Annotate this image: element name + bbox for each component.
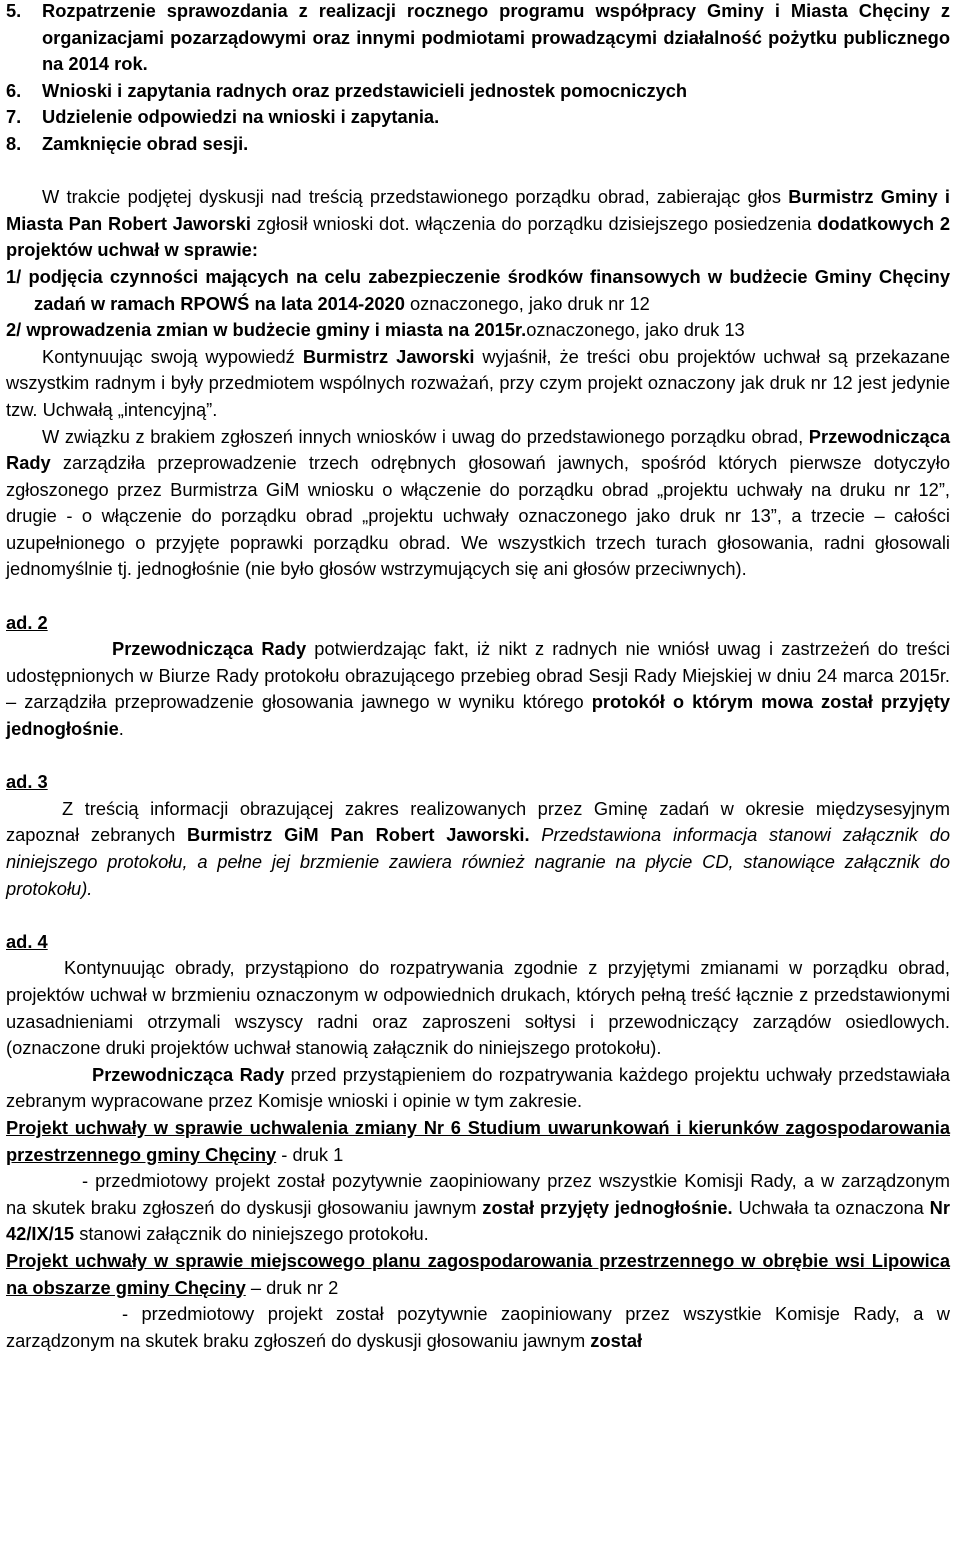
text-run: W trakcie podjętej dyskusji nad treścią przedstawionego porządku obrad, zabierając głos — [42, 186, 789, 208]
agenda-item-number: 7. — [6, 106, 22, 128]
agenda-item-text: Rozpatrzenie sprawozdania z realizacji rocznego programu współpracy Gminy i Miasta Chęciny z organizacjami pozarządowymi oraz innymi podmiotami prowadzącymi działalność pożytku publicznego na 2014 rok. — [42, 0, 950, 75]
emphasis-text: został — [590, 1329, 643, 1351]
ad4-paragraph-2 — [6, 1062, 950, 1115]
proposal-item — [6, 264, 950, 317]
resolution-title: Projekt uchwały w sprawie uchwalenia zmiany Nr 6 Studium uwarunkowań i kierunków zagospodarowania przestrzennego gminy Chęciny — [6, 1116, 950, 1165]
agenda-item-number: 8. — [6, 132, 22, 154]
agenda-item-text: Udzielenie odpowiedzi na wnioski i zapytania. — [42, 106, 440, 128]
proposal-label: oznaczonego, jako druk 13 — [526, 319, 745, 341]
voting-paragraph — [6, 424, 950, 584]
ad2-paragraph — [6, 636, 950, 742]
agenda-item — [6, 0, 950, 78]
agenda-item-number: 5. — [6, 0, 22, 21]
ad4-paragraph-1: Kontynuując obrady, przystąpiono do rozpatrywania zgodnie z przyjętymi zmianami w porządku obrad, projektów uchwał w brzmieniu oznaczonym w odpowiednich drukach, których pełną treść łącznie z przedstawionymi uzasadnieniami otrzymali wszyscy radni oraz zaproszeni sołtysi i przewodniczący zarządów osiedlowych. (oznaczone druki projektów uchwał stanowią załącznik do niniejszego protokołu). — [6, 957, 950, 1059]
agenda-item-text: Wnioski i zapytania radnych oraz przedstawicieli jednostek pomocniczych — [42, 79, 688, 101]
mayor-explanation-paragraph — [6, 344, 950, 424]
agenda-item-number: 6. — [6, 79, 22, 101]
resolution-outcome-2 — [6, 1301, 950, 1354]
text-run: przed przystąpieniem do rozpatrywania każdego projektu uchwały przedstawiała zebranym wypracowane przez Komisje wnioski i opinie w tym zakresie. — [6, 1063, 950, 1112]
resolution-title-2 — [6, 1248, 950, 1301]
section-heading-ad4: ad. 4 — [6, 930, 48, 952]
section-heading-ad3: ad. 3 — [6, 771, 48, 793]
resolution-druk: – druk nr 2 — [245, 1276, 339, 1298]
proposal-list — [6, 264, 950, 317]
resolution-title: Projekt uchwały w sprawie miejscowego planu zagospodarowania przestrzennego w obrębie wsi Lipowica na obszarze gminy Chęciny — [6, 1249, 950, 1298]
ad3-paragraph — [6, 796, 950, 902]
discussion-paragraph — [6, 184, 950, 264]
speaker-name: Przewodnicząca Rady — [6, 425, 950, 474]
text-run: . — [118, 718, 124, 740]
proposal-title: 1/ podjęcia czynności mających na celu zabezpieczenie środków finansowych w budżecie Gminy Chęciny zadań w ramach RPOWŚ na lata 2014-2020 — [6, 265, 950, 314]
agenda-item-text: Zamknięcie obrad sesji. — [42, 132, 249, 154]
text-run: Uchwała ta oznaczona — [732, 1196, 930, 1218]
text-run: potwierdzając fakt, iż nikt z radnych nie wniósł uwag i zastrzeżeń do treści udostępnionych w Biurze Rady protokołu obrazującego przebieg obrad Sesji Rady Miejskiej w dniu 24 marca 2015r. – zarządziła przeprowadzenie głosowania jawnego w wyniku którego — [6, 638, 950, 713]
speaker-name: Burmistrz Gminy i Miasta Pan Robert Jaworski — [6, 186, 951, 234]
resolution-number: Nr 42/IX/15 — [6, 1196, 950, 1245]
proposal-item — [6, 317, 950, 344]
resolution-outcome-1 — [6, 1168, 950, 1248]
resolution-title-1 — [6, 1115, 950, 1168]
text-run: Kontynuując swoją wypowiedź — [42, 345, 303, 367]
speaker-name: Przewodnicząca Rady — [112, 638, 307, 660]
agenda-item — [6, 131, 950, 158]
speaker-name: Burmistrz GiM Pan Robert Jaworski. — [187, 824, 530, 846]
text-run: - przedmiotowy projekt został pozytywnie zaopiniowany przez wszystkie Komisji Rady, a w zarządzonym na skutek braku zgłoszeń do dyskusji głosowaniu jawnym — [6, 1170, 950, 1218]
speaker-name: Burmistrz Jaworski — [302, 345, 475, 367]
text-run: zarządziła przeprowadzenie trzech odrębnych głosowań jawnych, spośród których pierwsze dotyczyło zgłoszonego przez Burmistrza GiM wniosku o włączenie do porządku obrad „projektu uchwały na druku nr 12”, drugie - o włączenie do porządku obrad „projektu uchwały oznaczonego jako druk nr 13”, a trzecie – całości uzupełnionego o przyjęte poprawki porządku obrad. We wszystkich trzech turach głosowania, radni głosowali jednomyślnie tj. jednogłośnie (nie było głosów wstrzymujących się ani głosów przeciwnych). — [6, 452, 950, 580]
emphasis-text: został przyjęty jednogłośnie. — [482, 1196, 733, 1218]
agenda-item — [6, 78, 950, 105]
speaker-name: Przewodnicząca Rady — [92, 1063, 285, 1085]
document-page — [6, 0, 950, 1354]
text-run: zgłosił wnioski dot. włączenia do porządku dzisiejszego posiedzenia — [250, 212, 818, 234]
emphasis-text: dodatkowych 2 projektów uchwał w sprawie: — [6, 212, 950, 261]
resolution-druk: - druk 1 — [276, 1143, 344, 1165]
section-heading-ad2: ad. 2 — [6, 611, 48, 633]
proposal-label: oznaczonego, jako druk nr 12 — [404, 292, 650, 314]
agenda-item — [6, 104, 950, 131]
agenda-list — [6, 0, 950, 158]
text-run: stanowi załącznik do niniejszego protokołu. — [74, 1223, 429, 1245]
emphasis-text: protokół o którym mowa został przyjęty jednogłośnie — [6, 691, 950, 740]
text-run: - przedmiotowy projekt został pozytywnie zaopiniowany przez wszystkie Komisje Rady, a w zarządzonym na skutek braku zgłoszeń do dyskusji głosowaniu jawnym — [6, 1303, 950, 1351]
italic-note: Przedstawiona informacja stanowi załącznik do niniejszego protokołu, a pełne jej brzmienie zawiera również nagranie na płycie CD, stanowiące załącznik do protokołu). — [6, 824, 950, 899]
proposal-title: 2/ wprowadzenia zmian w budżecie gminy i miasta na 2015r. — [6, 319, 527, 341]
text-run: W związku z brakiem zgłoszeń innych wniosków i uwag do przedstawionego porządku obrad, — [42, 425, 809, 447]
text-run: Z treścią informacji obrazującej zakres realizowanych przez Gminę zadań w okresie międzysesyjnym zapoznał zebranych — [6, 797, 950, 846]
text-run: wyjaśnił, że treści obu projektów uchwał są przekazane wszystkim radnym i były przedmiotem wspólnych rozważań, przy czym projekt oznaczony jak druk nr 12 jest jedynie tzw. Uchwałą „intencyjną”. — [6, 345, 951, 420]
